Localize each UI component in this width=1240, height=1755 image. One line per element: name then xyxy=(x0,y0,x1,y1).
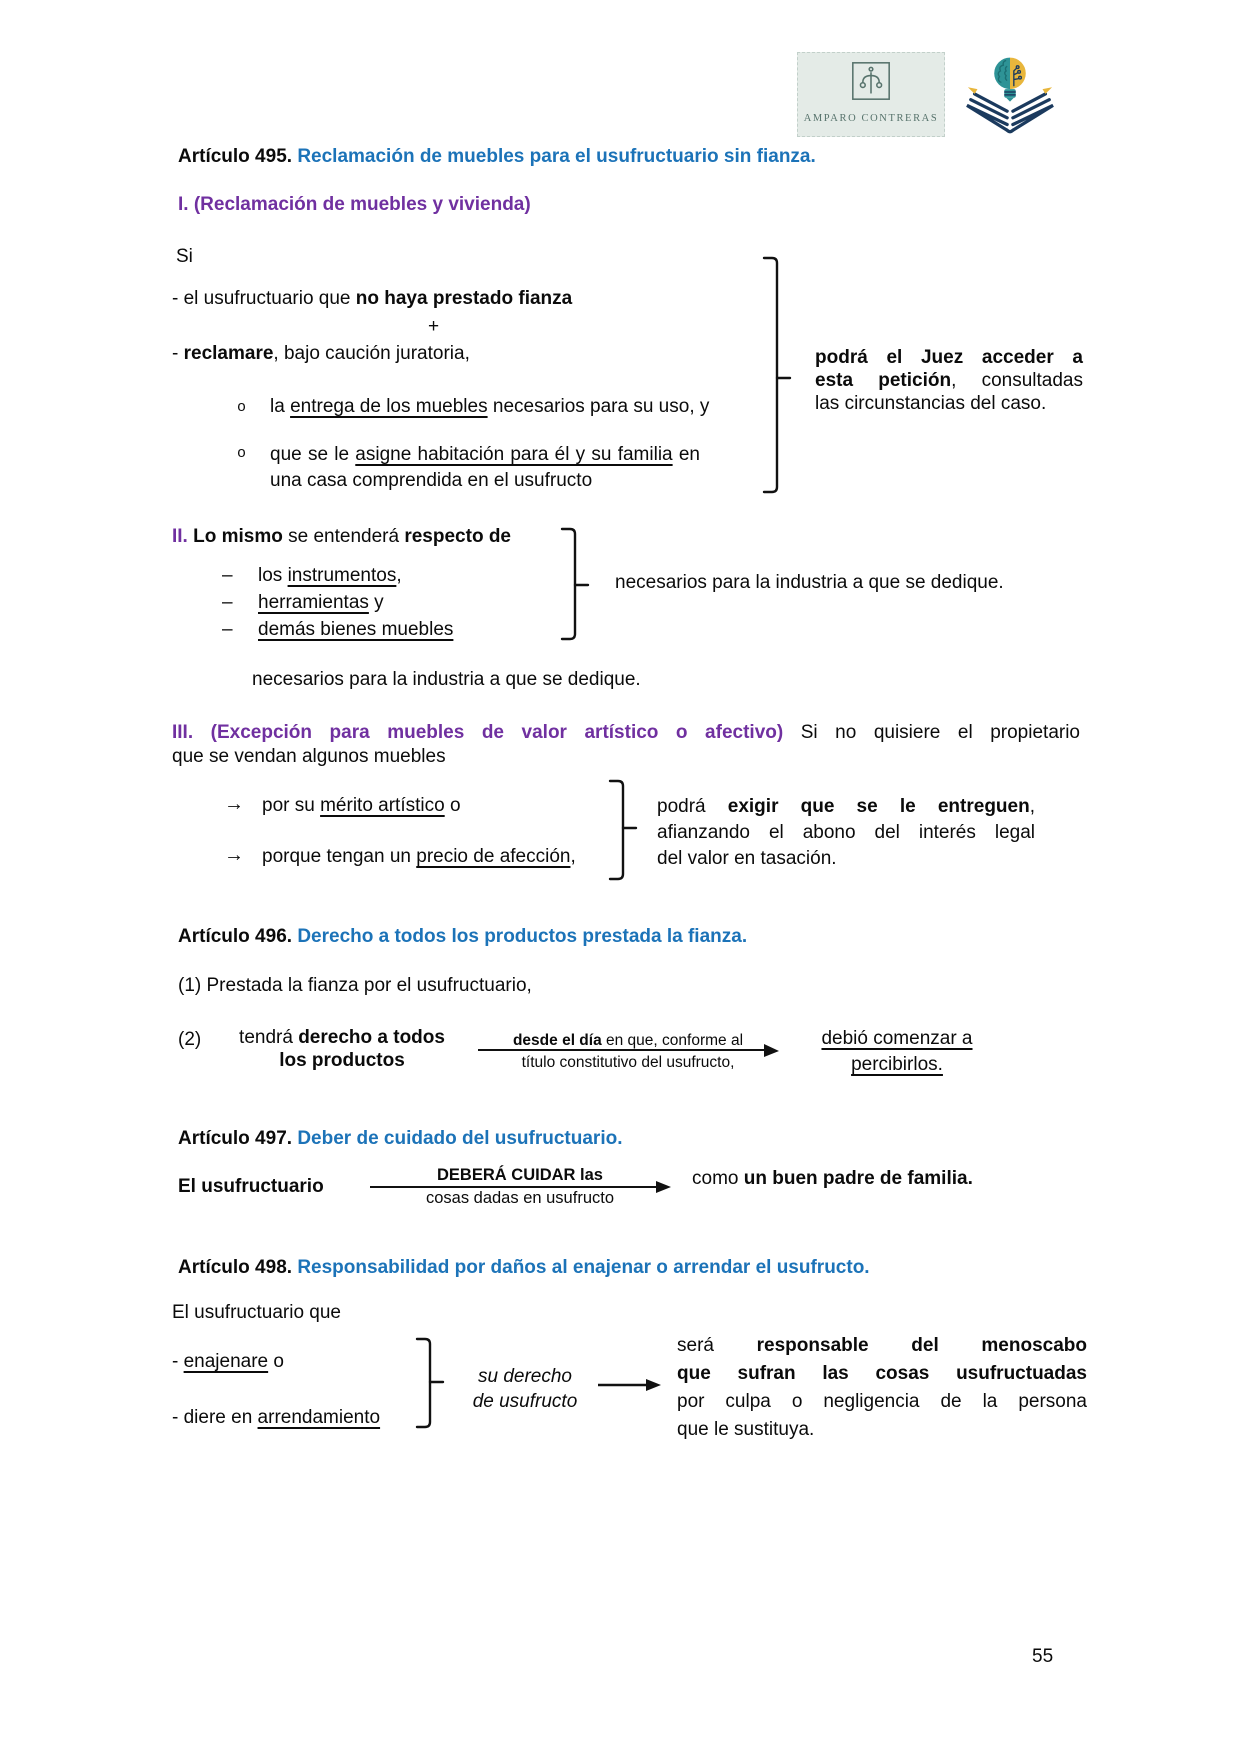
dash-marker: – xyxy=(222,565,233,586)
section-1-bracket xyxy=(762,256,792,494)
list-item-instrumentos: los instrumentos, xyxy=(258,565,402,586)
intro-498: El usufructuario que xyxy=(172,1302,341,1323)
section-2-side-note: necesarios para la industria a que se dedique. xyxy=(615,572,1004,593)
dash-marker: – xyxy=(222,592,233,613)
clause-2-middle: desde el día en que, conforme al título constitutivo del usufructo, xyxy=(512,1032,744,1071)
arrow-label-bottom: cosas dadas en usufructo xyxy=(425,1189,615,1207)
condition-line-2: - reclamare, bajo caución juratoria, xyxy=(172,343,470,364)
section-2-bracket xyxy=(560,527,590,641)
section-498-bracket xyxy=(415,1337,445,1429)
article-497-title: Artículo 497. Deber de cuidado del usufructuario. xyxy=(178,1128,623,1149)
article-496-title: Artículo 496. Derecho a todos los productos prestada la fianza. xyxy=(178,926,748,947)
clause-2-number: (2) xyxy=(178,1029,202,1050)
bullet-item-1: la entrega de los muebles necesarios para su uso, y xyxy=(270,396,710,417)
section-2-heading: II. Lo mismo se entenderá respecto de xyxy=(172,526,511,547)
option-item-precio: porque tengan un precio de afección, xyxy=(262,846,576,867)
list-item-demas-bienes: demás bienes muebles xyxy=(258,619,454,640)
bullet-item-2: que se le asigne habitación para él y su familia en una casa comprendida en el usufructo xyxy=(270,444,700,491)
dash-marker: – xyxy=(222,619,233,640)
clause-1: (1) Prestada la fianza por el usufructuario, xyxy=(178,975,532,996)
condition-enajenare: - enajenare o xyxy=(172,1351,284,1372)
flow-arrow-496 xyxy=(478,1043,780,1059)
clause-2-left: tendrá derecho a todos los productos xyxy=(239,1027,445,1071)
section-3-heading: III. (Excepción para muebles de valor artístico o afectivo) Si no quisiere el propietario que se vendan algunos muebles xyxy=(172,722,1080,767)
condition-line-1: - el usufructuario que no haya prestado fianza xyxy=(172,288,573,309)
subject-497: El usufructuario xyxy=(178,1176,324,1197)
section-3-bracket xyxy=(608,779,638,881)
section-1-conclusion: podrá el Juez acceder a esta petición, consultadas las circunstancias del caso. xyxy=(815,347,1083,414)
page-number: 55 xyxy=(1032,1646,1054,1667)
article-495-title: Artículo 495. Reclamación de muebles para el usufructuario sin fianza. xyxy=(178,146,816,167)
option-item-merito: por su mérito artístico o xyxy=(262,795,461,816)
right-arrow-marker: → xyxy=(224,844,244,866)
section-1-heading: I. (Reclamación de muebles y vivienda) xyxy=(178,194,531,215)
section-2-standalone-note: necesarios para la industria a que se dedique. xyxy=(252,669,641,690)
arrow-label-top: DEBERÁ CUIDAR las xyxy=(437,1166,603,1184)
clause-2-right: debió comenzar a percibirlos. xyxy=(821,1028,973,1075)
section-3-conclusion: podrá exigir que se le entreguen, afianzando el abono del interés legal del valor en tasación. xyxy=(657,796,1035,869)
brand-box xyxy=(797,52,945,137)
middle-note-498: su derecho de usufructo xyxy=(472,1366,578,1412)
plus-sign: + xyxy=(428,316,440,337)
list-item-herramientas: herramientas y xyxy=(258,592,384,613)
right-arrow-marker: → xyxy=(224,793,244,815)
article-498-title: Artículo 498. Responsabilidad por daños al enajenar o arrendar el usufructo. xyxy=(178,1257,870,1278)
bullet-marker: o xyxy=(237,399,247,416)
brand-label: AMPARO CONTRERAS xyxy=(803,113,939,124)
bullet-marker: o xyxy=(237,445,247,462)
flow-arrow-498 xyxy=(598,1378,662,1392)
condition-si: Si xyxy=(176,246,193,267)
brain-book-logo xyxy=(962,48,1058,136)
result-498: será responsable del menoscabo que sufran las cosas usufructuadas por culpa o negligencia de la persona que le sustituya. xyxy=(677,1335,1087,1440)
result-497: como un buen padre de familia. xyxy=(692,1168,973,1189)
scales-of-justice-icon xyxy=(851,61,891,101)
condition-arrendamiento: - diere en arrendamiento xyxy=(172,1407,381,1428)
